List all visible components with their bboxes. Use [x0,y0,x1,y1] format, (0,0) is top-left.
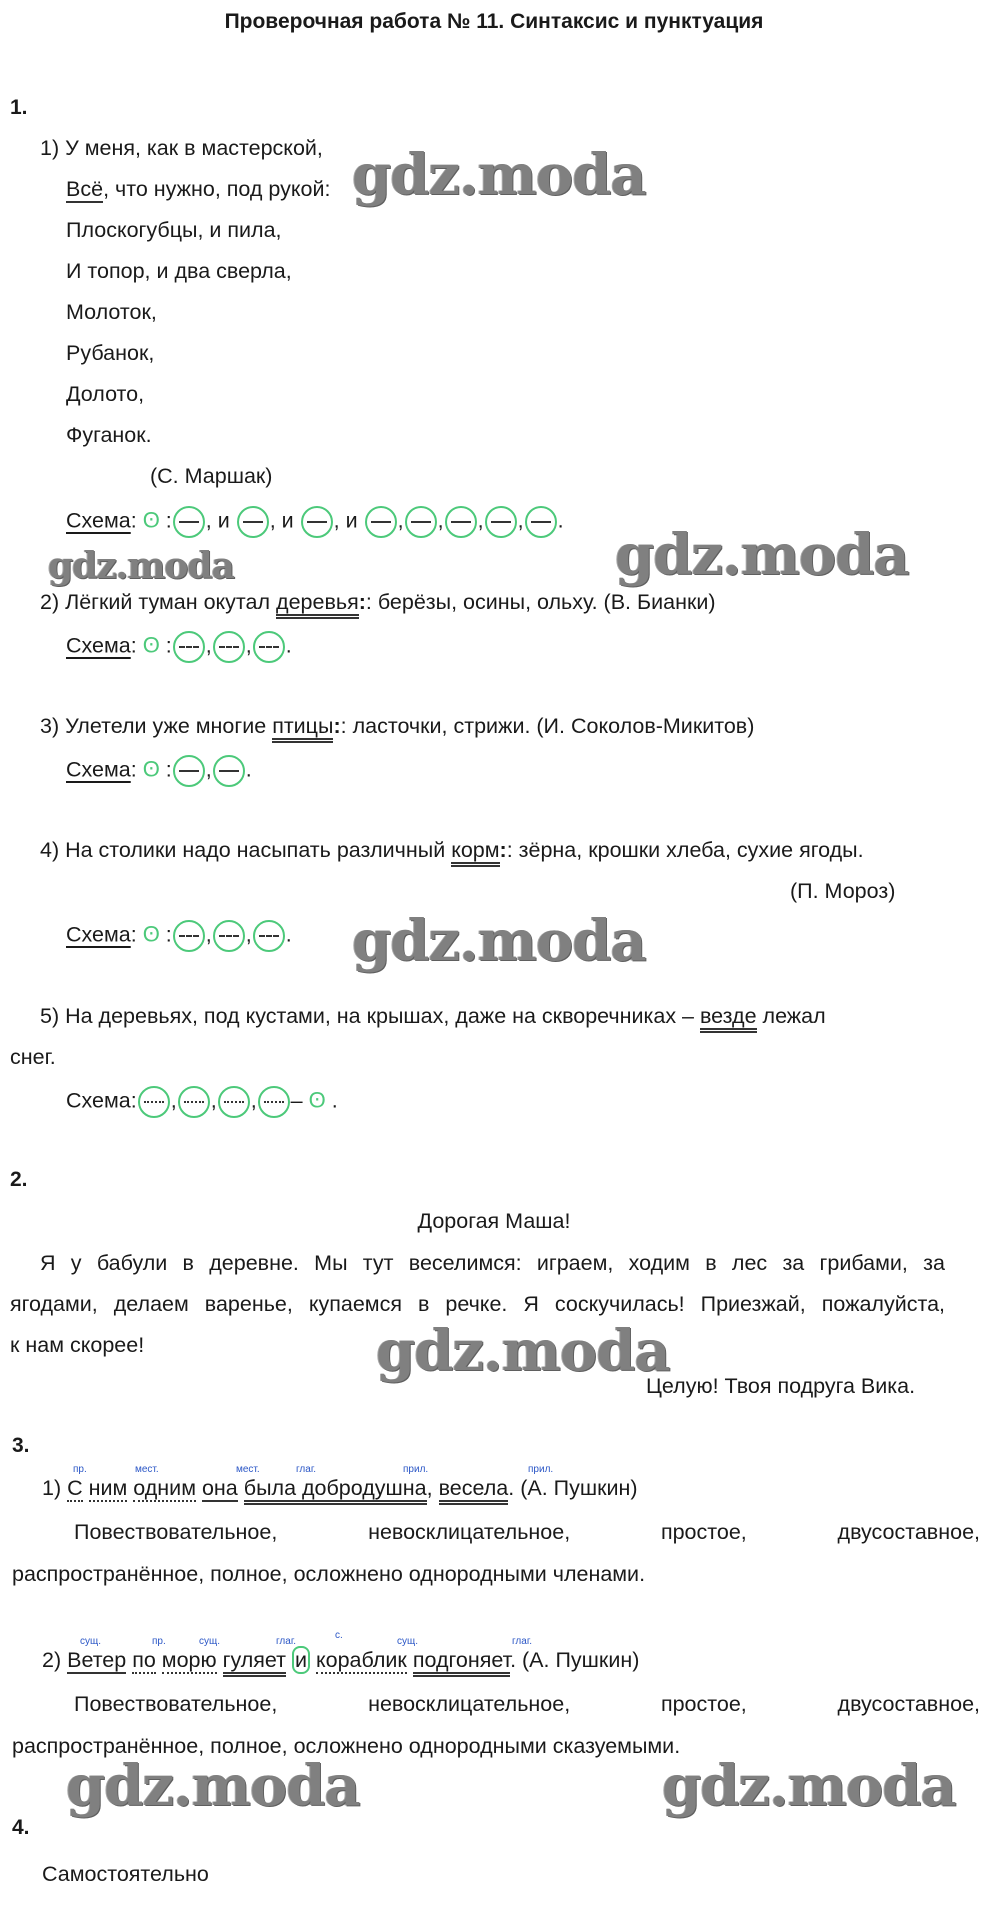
poem-author: (С. Маршак) [150,464,273,488]
pos-label: глаг. [276,1636,297,1647]
task3-char-1: Повествовательное, невосклицательное, простое, двусоставное, [74,1520,980,1544]
letter-line-1: Я у бабули в деревне. Мы тут веселимся: играем, ходим в лес за грибами, за [40,1251,945,1275]
task-1-number: 1. [10,96,28,119]
pos-label: глаг. [512,1636,533,1647]
scheme-2: Схема: ʘ : , , . [66,631,292,663]
poem-line-3: Плоскогубцы, и пила, [66,218,282,242]
poem-line-8: Фуганок. [66,423,152,447]
scheme-1: Схема: ʘ : , и , и , и , , , , . [66,506,564,538]
pos-label: прил. [528,1464,554,1475]
pos-label: с. [335,1630,343,1641]
watermark-logo: gdz.moda [662,1753,956,1819]
poem-line-4: И топор, и два сверла, [66,259,292,283]
poem-line-5: Молоток, [66,300,157,324]
letter-greeting: Дорогая Маша! [417,1209,571,1233]
subject-word: Всё [66,177,104,201]
letter-line-2: ягодами, делаем варенье, купаемся в речке. Я соскучилась! Приезжай, пожалуйста, [10,1292,945,1316]
pos-label: сущ. [397,1636,419,1647]
pos-label: пр. [73,1464,87,1475]
sentence-4-author: (П. Мороз) [790,879,896,903]
pos-label: сущ. [80,1636,102,1647]
pos-label: мест. [236,1464,260,1475]
task-3-number: 3. [12,1434,30,1457]
task3-char-1b: распространённое, полное, осложнено однородными членами. [12,1562,646,1586]
task3-sentence-2: 2) Ветер по морю гуляет и кораблик подгоняет. (А. Пушкин) [42,1648,639,1673]
poem-line-1: 1) У меня, как в мастерской, [40,136,323,160]
task-4-text: Самостоятельно [42,1862,209,1886]
poem-line-7: Долото, [66,382,145,406]
sentence-3: 3) Улетели уже многие птицы:: ласточки, стрижи. (И. Соколов-Микитов) [40,714,754,739]
sentence-4: 4) На столики надо насыпать различный корм:: зёрна, крошки хлеба, сухие ягоды. [40,838,864,863]
sentence-2: 2) Лёгкий туман окутал деревья:: берёзы, осины, ольху. (В. Бианки) [40,590,716,615]
task-4-number: 4. [12,1816,30,1839]
task3-sentence-1: 1) С ним одним она была добродушна, весела. (А. Пушкин) [42,1476,638,1501]
task-2-number: 2. [10,1168,28,1191]
watermark-logo: gdz.moda [352,908,646,974]
watermark-logo: gdz.moda [66,1753,360,1819]
pos-label: прил. [403,1464,429,1475]
watermark-logo: gdz.moda [615,522,909,588]
task3-char-2: Повествовательное, невосклицательное, простое, двусоставное, [74,1692,980,1716]
watermark-logo: gdz.moda [48,545,234,587]
sentence-5: 5) На деревьях, под кустами, на крышах, даже на скворечниках – везде лежал [40,1004,826,1029]
scheme-5: Схема: , , , – ʘ . [66,1086,338,1118]
watermark-logo: gdz.moda [352,142,646,208]
pos-label: пр. [152,1636,166,1647]
letter-closing: Целую! Твоя подруга Вика. [646,1374,916,1398]
pos-label: мест. [135,1464,159,1475]
poem-line-6: Рубанок, [66,341,155,365]
letter-line-3: к нам скорее! [10,1333,145,1357]
watermark-logo: gdz.moda [376,1318,670,1384]
task3-char-2b: распространённое, полное, осложнено однородными сказуемыми. [12,1734,681,1758]
poem-line-2: Всё, что нужно, под рукой: [66,177,331,201]
pos-label: глаг. [296,1464,317,1475]
page-title: Проверочная работа № 11. Синтаксис и пунктуация [224,10,764,33]
pos-label: сущ. [199,1636,221,1647]
scheme-3: Схема: ʘ : , . [66,755,252,787]
sentence-5-line2: снег. [10,1045,56,1069]
scheme-4: Схема: ʘ : , , . [66,920,292,952]
